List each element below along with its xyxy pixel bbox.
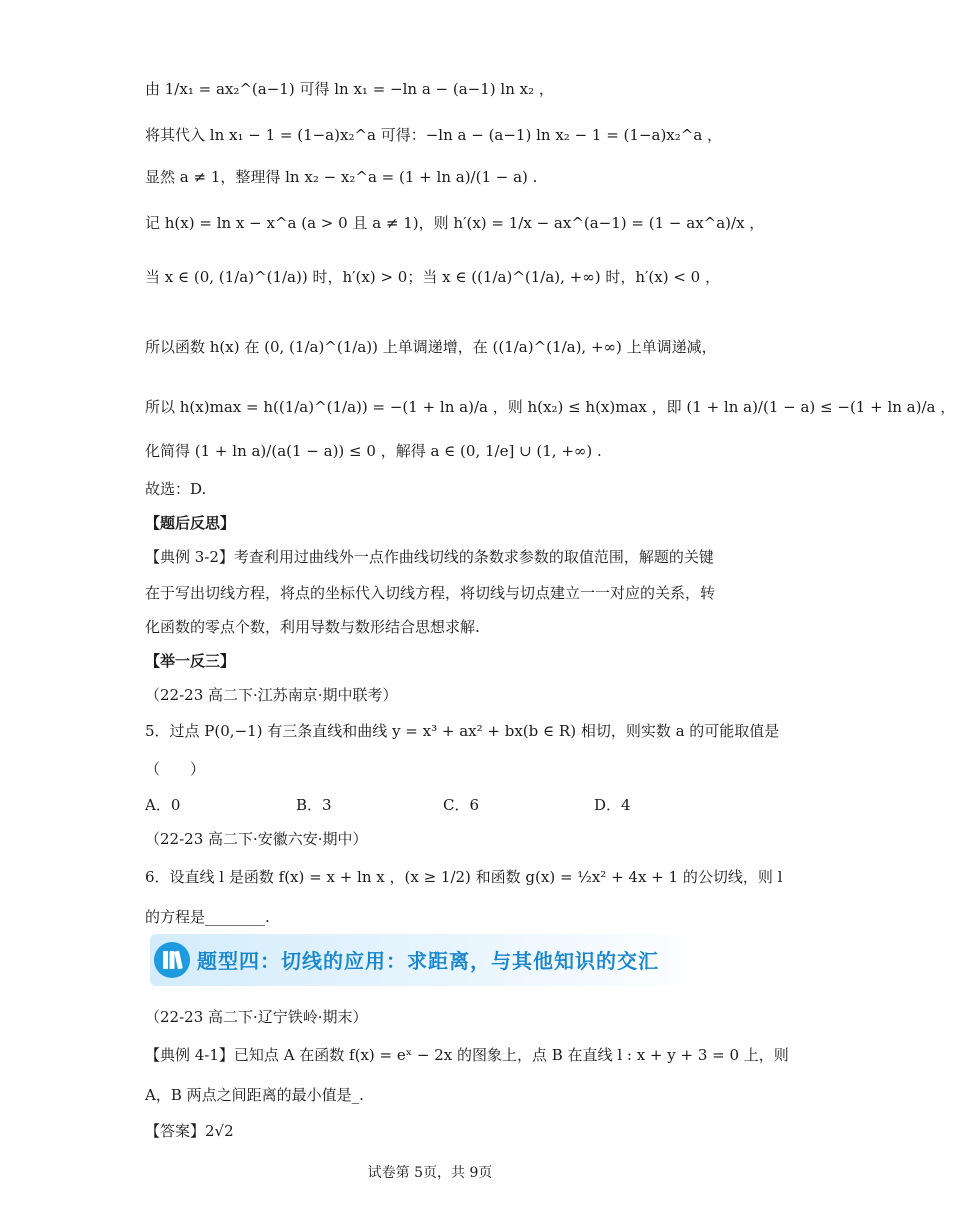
- question-5-blank: （ ）: [145, 760, 206, 778]
- example-4-1-line-1: 【典例 4-1】已知点 A 在函数 f(x) = eˣ − 2x 的图象上，点 B 在直线 l : x + y + 3 = 0 上，则: [145, 1046, 789, 1064]
- choice-b: B．3: [296, 796, 332, 814]
- solution-line-3: 显然 a ≠ 1，整理得 ln x₂ − x₂^a = (1 + ln a)/(1 − a) .: [145, 168, 538, 186]
- reflection-line-2: 在于写出切线方程，将点的坐标代入切线方程，将切线与切点建立一一对应的关系，转: [145, 584, 716, 602]
- question-6-blank: 的方程是________.: [145, 908, 270, 926]
- reflection-line-1: 【典例 3-2】考查利用过曲线外一点作曲线切线的条数求参数的取值范围，解题的关键: [145, 548, 714, 566]
- solution-line-8: 化简得 (1 + ln a)/(a(1 − a)) ≤ 0 ，解得 a ∈ (0, 1/e] ∪ (1, +∞) .: [145, 442, 602, 460]
- question-5-source: （22-23 高二下·江苏南京·期中联考）: [145, 686, 398, 704]
- page-footer: 试卷第 5页，共 9页: [367, 1165, 493, 1181]
- solution-line-2: 将其代入 ln x₁ − 1 = (1−a)x₂^a 可得：−ln a − (a−1) ln x₂ − 1 = (1−a)x₂^a ，: [145, 126, 723, 144]
- section-banner: [150, 934, 720, 986]
- solution-conclusion: 故选：D.: [145, 480, 207, 498]
- question-6-source: （22-23 高二下·安徽六安·期中）: [145, 830, 368, 848]
- solution-line-7: 所以 h(x)max = h((1/a)^(1/a)) = −(1 + ln a)/a ，则 h(x₂) ≤ h(x)max ，即 (1 + ln a)/(1 − a) ≤ −(1 + ln a)/a ，: [145, 398, 955, 416]
- question-5-stem: 5．过点 P(0,−1) 有三条直线和曲线 y = x³ + ax² + bx(b ∈ R) 相切，则实数 a 的可能取值是: [145, 722, 780, 740]
- solution-line-1: 由 1/x₁ = ax₂^(a−1) 可得 ln x₁ = −ln a − (a−1) ln x₂ ，: [145, 80, 554, 98]
- solution-line-5: 当 x ∈ (0, (1/a)^(1/a)) 时，h′(x) > 0；当 x ∈ ((1/a)^(1/a), +∞) 时，h′(x) < 0 ，: [145, 268, 720, 286]
- choice-c: C．6: [443, 796, 480, 814]
- example-4-1-source: （22-23 高二下·辽宁铁岭·期末）: [145, 1008, 368, 1026]
- practice-heading: 【举一反三】: [145, 652, 236, 670]
- section-title: 题型四：切线的应用：求距离，与其他知识的交汇: [197, 949, 659, 973]
- choice-d: D．4: [594, 796, 631, 814]
- question-6-stem: 6．设直线 l 是函数 f(x) = x + ln x ，(x ≥ 1/2) 和函数 g(x) = ½x² + 4x + 1 的公切线，则 l: [145, 868, 783, 886]
- reflection-line-3: 化函数的零点个数，利用导数与数形结合思想求解.: [145, 618, 480, 636]
- answer: 【答案】2√2: [145, 1122, 234, 1140]
- reflection-heading: 【题后反思】: [145, 514, 236, 532]
- solution-line-4: 记 h(x) = ln x − x^a (a > 0 且 a ≠ 1)，则 h′(x) = 1/x − ax^(a−1) = (1 − ax^a)/x ，: [145, 214, 765, 232]
- choice-a: A．0: [145, 796, 181, 814]
- books-icon: [154, 942, 190, 978]
- example-4-1-line-2: A，B 两点之间距离的最小值是_.: [145, 1086, 364, 1104]
- solution-line-6: 所以函数 h(x) 在 (0, (1/a)^(1/a)) 上单调递增，在 ((1/a)^(1/a), +∞) 上单调递减，: [145, 338, 717, 356]
